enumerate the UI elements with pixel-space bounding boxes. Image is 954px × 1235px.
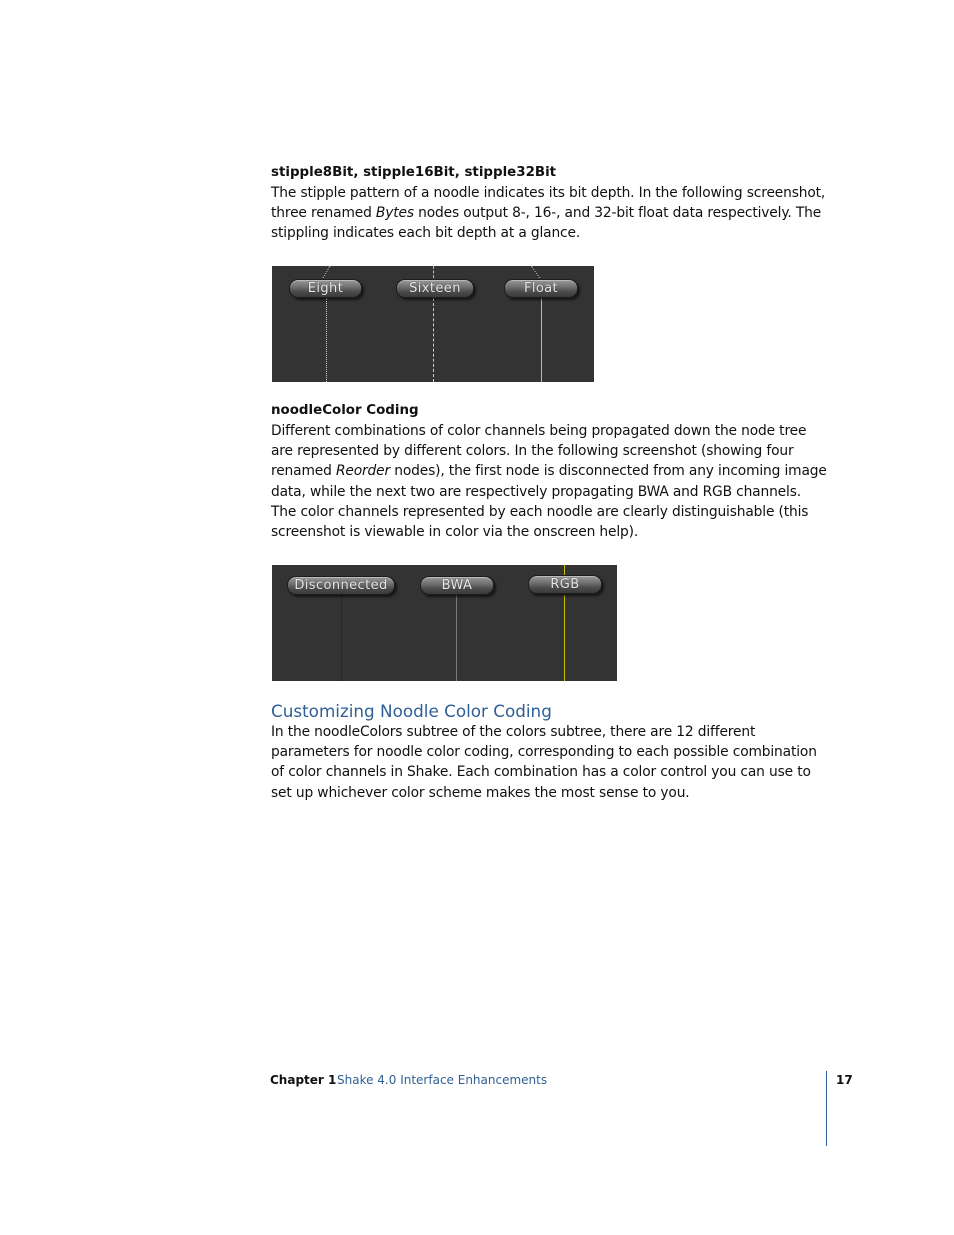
stipple-heading: stipple8Bit, stipple16Bit, stipple32Bit: [271, 165, 557, 180]
page-number: 17: [836, 1073, 853, 1087]
node-sixteen: Sixteen: [396, 279, 474, 298]
node-bwa: BWA: [420, 576, 494, 595]
sixteen-input-noodle: [433, 266, 434, 278]
bwa-output-noodle: [456, 595, 457, 681]
sixteen-output-noodle: [433, 298, 434, 382]
customizing-title: Customizing Noodle Color Coding: [271, 701, 552, 721]
rgb-output-noodle: [564, 595, 565, 681]
customizing-section: [271, 700, 827, 803]
eight-output-noodle: [326, 298, 327, 382]
noodle-color-heading: noodleColor Coding: [271, 403, 419, 418]
float-output-noodle: [541, 298, 542, 382]
footer-chapter: Chapter 1: [270, 1073, 337, 1087]
stipple-para-part1: The stipple pattern of a noodle indicates its bit depth. In the following screenshot, three renamed: [271, 185, 826, 222]
node-eight: Eight: [289, 279, 362, 298]
node-float: Float: [504, 279, 578, 298]
disconnected-output-noodle: [341, 595, 342, 681]
noodle-color-section: [271, 401, 827, 542]
stipple-paragraph: [271, 183, 827, 244]
noodle-color-para-part1: Different combinations of color channels being propagated down the node tree are represented by different colors. In the following screenshot (showing four renamed: [271, 423, 807, 480]
node-disconnected: Disconnected: [287, 576, 395, 595]
stipple-para-italic: Bytes: [375, 205, 414, 222]
noodle-color-paragraph: [271, 421, 827, 542]
noodle-color-para-part2: nodes), the first node is disconnected from any incoming image data, while the next two are respectively propagating BWA and RGB channels. The color channels represented by each noodle are clearly distinguishable (this screenshot is viewable in color via the onscreen help).: [271, 463, 827, 541]
stipple-section: [271, 163, 827, 244]
customizing-paragraph: In the noodleColors subtree of the colors subtree, there are 12 different parameters for noodle color coding, corresponding to each possible combination of color channels in Shake. Each combination has a color control you can use to set up whichever color scheme makes the most sense to you.: [271, 724, 817, 801]
noodle-color-para-italic: Reorder: [335, 463, 390, 480]
footer-divider: [826, 1071, 827, 1146]
color-screenshot: [272, 565, 617, 681]
eight-input-noodle: [323, 266, 331, 278]
stipple-para-part2: nodes output 8-, 16-, and 32-bit float data respectively. The stippling indicates each bit depth at a glance.: [271, 205, 822, 242]
rgb-input-noodle: [564, 565, 565, 575]
node-rgb: RGB: [528, 575, 602, 594]
float-input-noodle: [531, 266, 540, 278]
footer-chapter-title: Shake 4.0 Interface Enhancements: [337, 1073, 548, 1087]
stipple-screenshot: [272, 266, 594, 382]
